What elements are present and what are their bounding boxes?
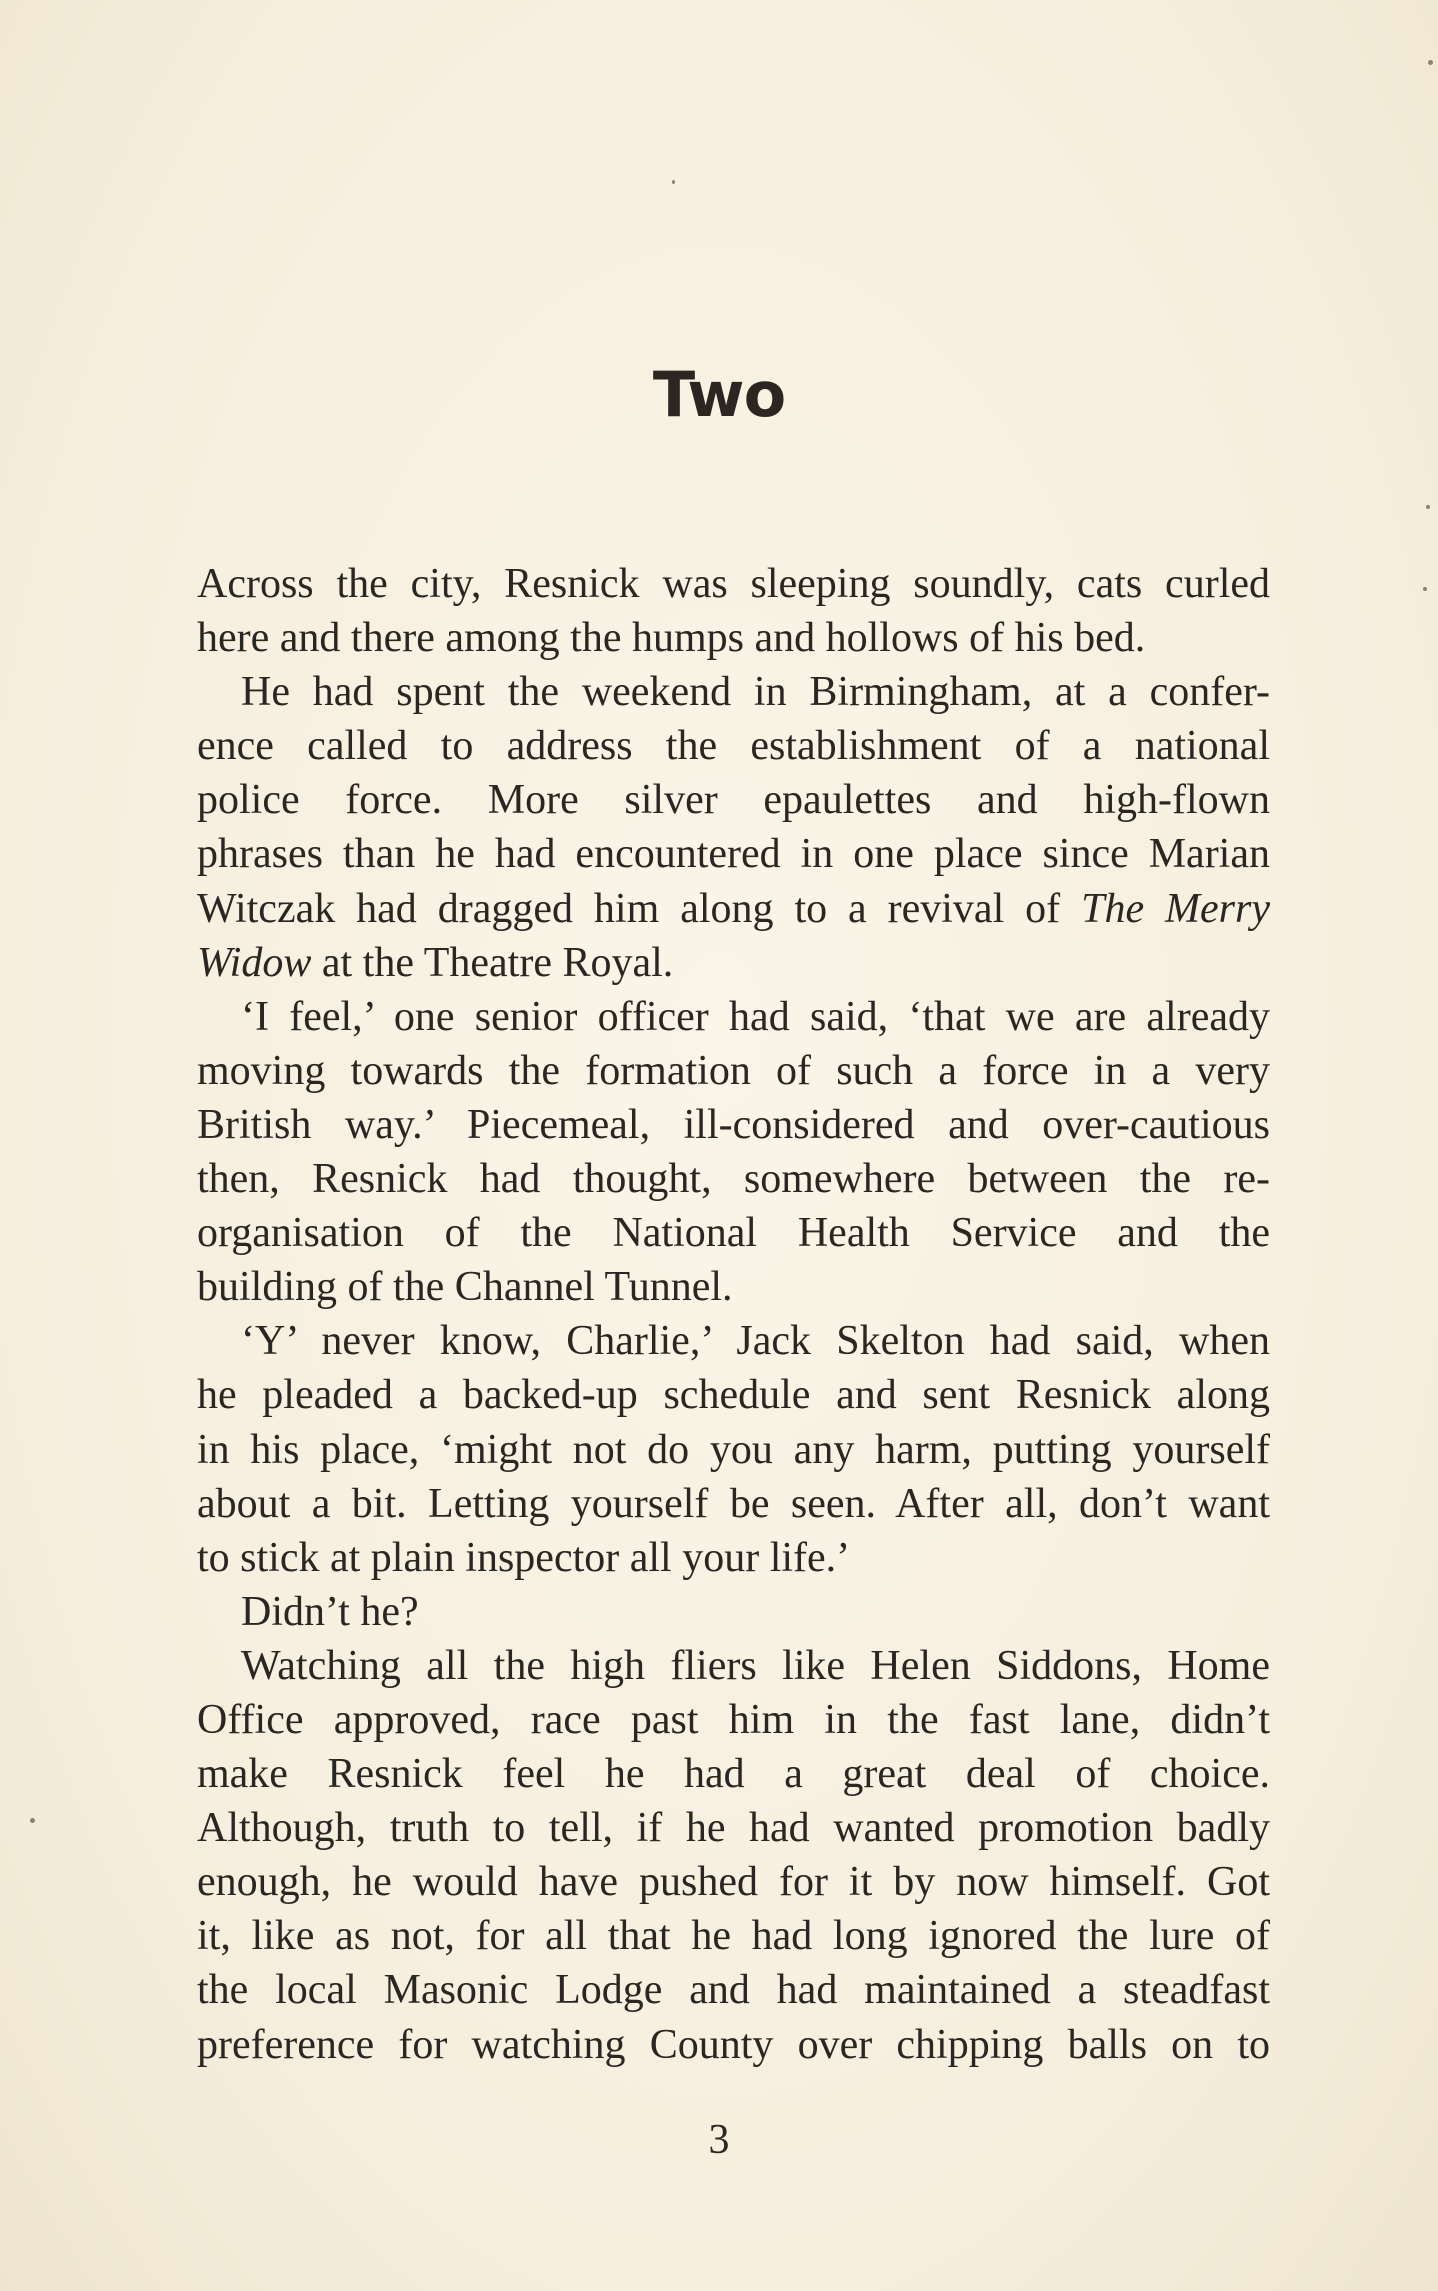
text-line: he pleaded a backed-up schedule and sent Resnick along — [197, 1372, 1270, 1419]
text-line: it, like as not, for all that he had long ignored the lure of — [197, 1913, 1270, 1960]
text-line: phrases than he had encountered in one place since Marian — [197, 831, 1270, 878]
paragraph — [197, 557, 1270, 665]
text-line: moving towards the formation of such a force in a very — [197, 1047, 1270, 1094]
text-line: police force. More silver epaulettes and high-flown — [197, 777, 1270, 824]
text-line: He had spent the weekend in Birmingham, at a confer- — [241, 669, 1270, 716]
paragraph — [197, 665, 1270, 990]
text-line: Didn’t he? — [241, 1588, 419, 1635]
text-line: make Resnick feel he had a great deal of choice. — [197, 1751, 1270, 1798]
paper-speck — [1426, 505, 1430, 509]
paragraph — [197, 990, 1270, 1315]
text-line: Office approved, race past him in the fast lane, didn’t — [197, 1696, 1270, 1743]
text-line: here and there among the humps and hollows of his bed. — [197, 615, 1146, 662]
text-line: preference for watching County over chipping balls on to — [197, 2021, 1270, 2068]
text-line: British way.’ Piecemeal, ill-considered and over-cautious — [197, 1101, 1270, 1148]
chapter-title: Two — [652, 358, 786, 431]
text-line — [197, 936, 1270, 990]
text-line: ence called to address the establishment of a national — [197, 723, 1270, 770]
text-line: Watching all the high fliers like Helen Siddons, Home — [241, 1642, 1270, 1689]
paper-speck — [30, 1818, 35, 1823]
page-number: 3 — [708, 2117, 730, 2163]
italic-title-fragment: The Merry — [1081, 885, 1271, 932]
text-line: about a bit. Letting yourself be seen. After all, don’t want — [197, 1480, 1270, 1527]
paper-speck — [1423, 587, 1427, 591]
text-line — [197, 882, 1270, 936]
text-line: building of the Channel Tunnel. — [197, 1264, 733, 1311]
text-line: organisation of the National Health Service and the — [197, 1210, 1270, 1257]
paragraph — [197, 1314, 1270, 1584]
paper-speck — [672, 180, 675, 184]
text-line: in his place, ‘might not do you any harm, putting yourself — [197, 1426, 1270, 1473]
text-line: Across the city, Resnick was sleeping soundly, cats curled — [197, 561, 1270, 607]
text-line: ‘Y’ never know, Charlie,’ Jack Skelton had said, when — [241, 1318, 1270, 1365]
text-line: the local Masonic Lodge and had maintained a steadfast — [197, 1967, 1270, 2014]
chapter-body-text — [197, 557, 1270, 2072]
paper-speck — [1428, 60, 1433, 65]
paragraph — [197, 1585, 1270, 1639]
text-line: enough, he would have pushed for it by now himself. Got — [197, 1859, 1270, 1906]
text-line: ‘I feel,’ one senior officer had said, ‘that we are already — [241, 993, 1270, 1040]
text-line: Although, truth to tell, if he had wanted promotion badly — [197, 1805, 1270, 1852]
paragraph — [197, 1639, 1270, 2072]
text-fragment: Witczak had dragged him along to a revival of — [197, 885, 1061, 932]
text-line: then, Resnick had thought, somewhere between the re- — [197, 1156, 1270, 1203]
text-fragment: at the Theatre Royal. — [311, 939, 674, 986]
italic-title-fragment: Widow — [197, 939, 312, 986]
text-line: to stick at plain inspector all your life.’ — [197, 1534, 851, 1581]
